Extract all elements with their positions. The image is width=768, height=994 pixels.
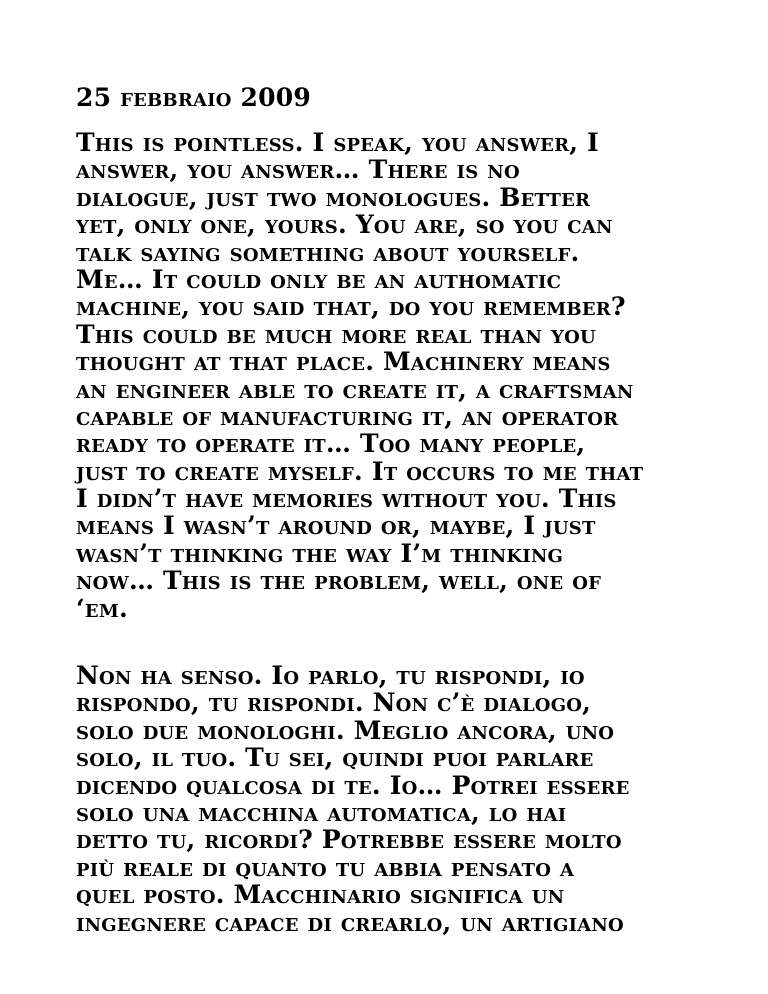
english-line: yet, only one, yours. You are, so you can <box>76 210 613 240</box>
english-line: wasn’t thinking the way I’m thinking <box>76 538 564 568</box>
italian-paragraph <box>76 662 756 936</box>
english-line: ‘em. <box>76 593 128 623</box>
english-line: just to create myself. It occurs to me that <box>76 456 644 486</box>
english-line: I didn’t have memories without you. This <box>76 484 617 514</box>
english-line: talk saying something about yourself. <box>76 237 580 267</box>
english-line: capable of manufacturing it, an operator <box>76 401 619 431</box>
italian-line: detto tu, ricordi? Potrebbe essere molto <box>76 825 622 855</box>
italian-line: quel posto. Macchinario significa un <box>76 880 565 910</box>
english-line: now… This is the problem, well, one of <box>76 566 602 596</box>
date-line: 25 febbraio 2009 <box>76 83 311 112</box>
english-line: dialogue, just two monologues. Better <box>76 182 591 212</box>
english-line: This is pointless. I speak, you answer, I <box>76 128 599 157</box>
english-line: means I wasn’t around or, maybe, I just <box>76 511 596 541</box>
italian-line: Non ha senso. Io parlo, tu rispondi, io <box>76 661 585 690</box>
english-line: an engineer able to create it, a craftsman <box>76 374 634 404</box>
italian-line: più reale di quanto tu abbia pensato a <box>76 852 575 882</box>
document-date <box>76 84 756 111</box>
english-paragraph <box>76 129 756 622</box>
english-line: This could be much more real than you <box>76 319 596 349</box>
italian-line: solo una macchina automatica, lo hai <box>76 797 567 827</box>
english-line: machine, you said that, do you remember? <box>76 292 626 322</box>
italian-line: rispondo, tu rispondi. Non c’è dialogo, <box>76 688 592 718</box>
english-line: thought at that place. Machinery means <box>76 347 611 377</box>
italian-line: ingegnere capace di crearlo, un artigiano <box>76 907 624 937</box>
italian-line: solo due monologhi. Meglio ancora, uno <box>76 715 615 745</box>
italian-line: solo, il tuo. Tu sei, quindi puoi parlare <box>76 743 594 773</box>
italian-line: dicendo qualcosa di te. Io… Potrei essere <box>76 770 630 800</box>
english-line: ready to operate it… Too many people, <box>76 429 586 459</box>
english-line: Me… It could only be an authomatic <box>76 264 562 294</box>
english-line: answer, you answer… There is no <box>76 155 520 185</box>
